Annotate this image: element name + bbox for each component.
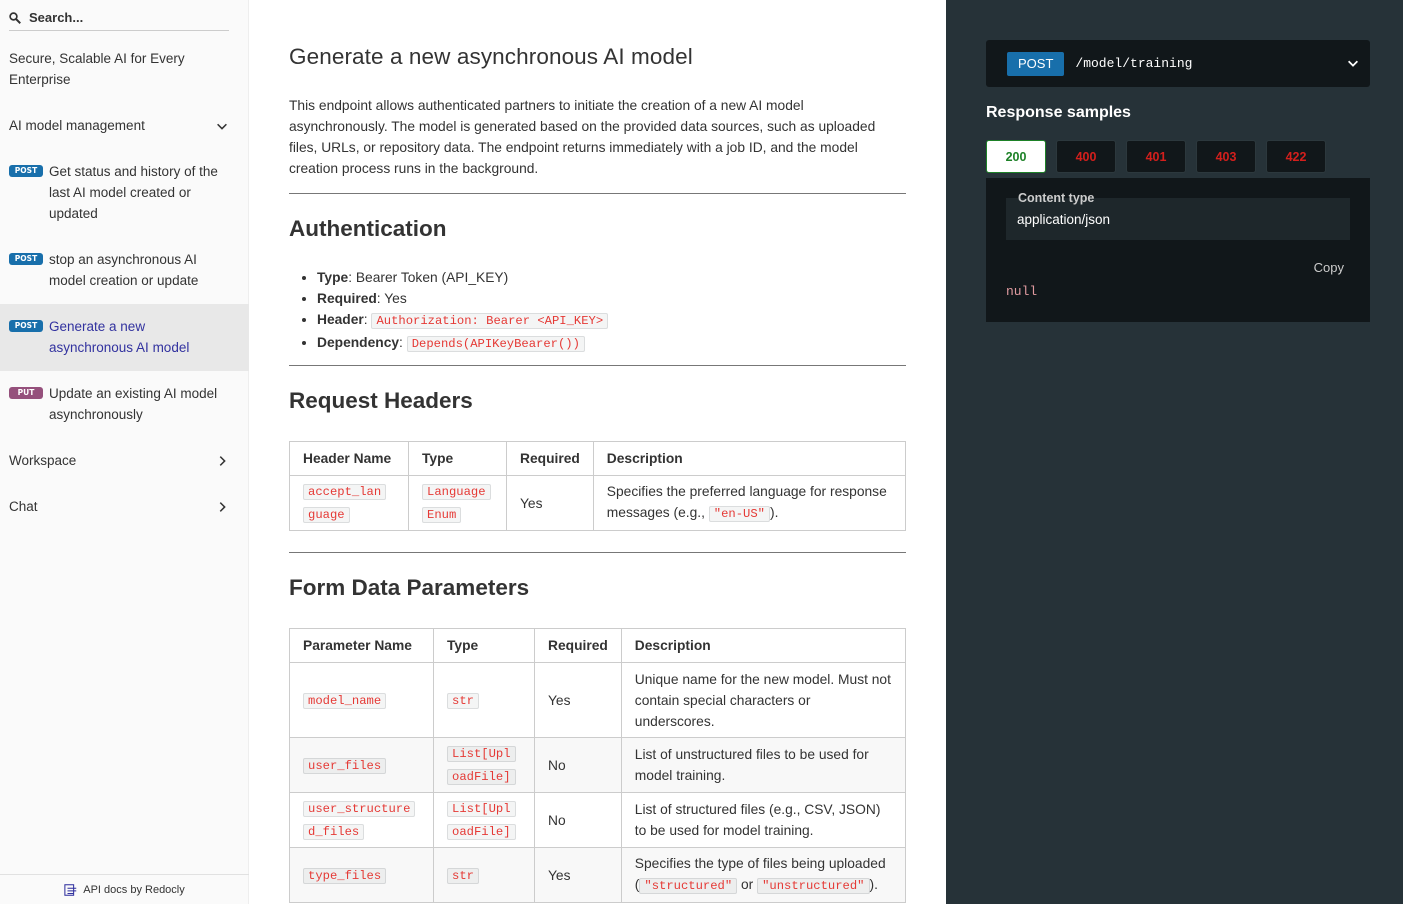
column-header: Type [434, 629, 535, 663]
chevron-right-icon [215, 500, 229, 514]
right-panel [946, 0, 1403, 904]
param-type-code: Enum [422, 507, 461, 523]
table-cell [434, 738, 535, 793]
column-header: Required [535, 629, 622, 663]
copy-button[interactable]: Copy [1313, 260, 1344, 275]
table-cell [290, 738, 434, 793]
sidebar-intro-label: Secure, Scalable AI for Every Enterprise [9, 51, 185, 87]
http-method-badge: POST [1007, 52, 1064, 76]
auth-dependency-label: Dependency [317, 335, 400, 350]
cell-code: "structured" [639, 878, 737, 894]
redocly-footer-link[interactable] [0, 874, 249, 904]
sidebar-group-ai-model-management[interactable] [0, 115, 249, 136]
column-header: Description [593, 442, 905, 476]
tab-response-401[interactable]: 401 [1126, 140, 1186, 173]
divider [289, 365, 906, 366]
search-icon [9, 12, 21, 24]
sidebar-item-update-model[interactable] [0, 383, 249, 425]
table-cell [290, 663, 434, 738]
column-header: Header Name [290, 442, 409, 476]
response-samples-title: Response samples [986, 104, 1131, 121]
table-cell [290, 793, 434, 848]
sidebar-item-label: Get status and history of the last AI model created or updated [49, 164, 218, 221]
auth-dependency-code: Depends(APIKeyBearer()) [407, 336, 585, 352]
sidebar-group-label: Chat [9, 499, 38, 514]
cell-text: ). [869, 877, 878, 892]
list-item: • Header: Authorization: Bearer <API_KEY> [317, 309, 608, 332]
table-cell [434, 793, 535, 848]
table-header-row [290, 442, 906, 476]
table-cell: List of unstructured files to be used for model training. [621, 738, 905, 793]
table-cell [621, 848, 905, 903]
table-cell [434, 848, 535, 903]
table-row [290, 738, 906, 793]
endpoint-toggle[interactable] [986, 40, 1370, 87]
list-item [317, 288, 608, 309]
list-item: • Dependency: Depends(APIKeyBearer()) [317, 332, 608, 355]
sidebar-group-label: Workspace [9, 453, 77, 468]
param-type-code: List[Upl [447, 801, 516, 817]
chevron-down-icon [1346, 56, 1360, 70]
tab-response-400[interactable]: 400 [1056, 140, 1116, 173]
param-name-code: type_files [303, 868, 386, 884]
search-input[interactable] [29, 10, 209, 25]
table-cell [593, 476, 905, 531]
tab-response-403[interactable]: 403 [1196, 140, 1256, 173]
table-cell [290, 476, 409, 531]
column-header: Description [621, 629, 905, 663]
sidebar-group-workspace[interactable] [0, 450, 249, 471]
content-type-label: Content type [1018, 191, 1095, 205]
param-type-code: str [447, 868, 479, 884]
tab-response-422[interactable]: 422 [1266, 140, 1326, 173]
content-type-select[interactable] [1006, 191, 1350, 240]
table-cell: Yes [535, 848, 622, 903]
param-name-code: model_name [303, 693, 386, 709]
auth-header-label: Header [317, 312, 364, 327]
form-data-table [289, 628, 906, 903]
chevron-right-icon [215, 454, 229, 468]
response-sample-panel [986, 178, 1370, 322]
auth-header-code: Authorization: Bearer <API_KEY> [371, 313, 608, 329]
cell-text: Specifies the type of files being uploaded ( [634, 856, 886, 892]
table-cell: List of structured files (e.g., CSV, JSON) to be used for model training. [621, 793, 905, 848]
param-name-code: user_files [303, 758, 386, 774]
operation-description: This endpoint allows authenticated partners to initiate the creation of a new AI model asynchronously. The model is generated based on the provided data sources, such as uploaded files, URLs, or repository data. The endpoint returns immediately with a job ID, and the model creation process runs in the background. [289, 98, 876, 176]
table-cell [290, 848, 434, 903]
sidebar-intro-link[interactable] [0, 48, 249, 90]
table-row [290, 848, 906, 903]
auth-required-label: Required [317, 291, 377, 306]
request-headers-heading: Request Headers [289, 388, 473, 413]
cell-code: "unstructured" [757, 878, 869, 894]
sidebar-item-stop-model[interactable] [0, 249, 249, 291]
table-row [290, 476, 906, 531]
divider [289, 193, 906, 194]
operation-title: Generate a new asynchronous AI model [289, 44, 693, 69]
auth-type-value: : Bearer Token (API_KEY) [348, 270, 509, 285]
sidebar-group-chat[interactable] [0, 496, 249, 517]
param-type-code: oadFile] [447, 769, 516, 785]
redocly-logo-icon [64, 883, 78, 897]
authentication-list [317, 267, 608, 355]
table-header-row [290, 629, 906, 663]
put-badge: PUT [9, 387, 43, 399]
content-type-value: application/json [1017, 212, 1111, 227]
authentication-heading: Authentication [289, 216, 447, 241]
param-name-code: guage [303, 507, 350, 523]
table-cell [409, 476, 507, 531]
table-row [290, 793, 906, 848]
main-content [249, 0, 946, 904]
param-type-code: List[Upl [447, 746, 516, 762]
param-type-code: Language [422, 484, 491, 500]
search-bar [9, 5, 229, 31]
sidebar-item-label: stop an asynchronous AI model creation or update [49, 252, 199, 288]
cell-text: or [737, 877, 758, 892]
list-item [317, 267, 608, 288]
sample-body: null [1006, 284, 1038, 299]
post-badge: POST [9, 165, 43, 177]
sidebar-item-label: Generate a new asynchronous AI model [49, 319, 190, 355]
table-cell [434, 663, 535, 738]
table-cell: Unique name for the new model. Must not contain special characters or underscores. [621, 663, 905, 738]
endpoint-path: /model/training [1075, 56, 1193, 71]
param-name-code: d_files [303, 824, 364, 840]
auth-type-label: Type [317, 270, 349, 285]
table-cell: Yes [507, 476, 594, 531]
param-name-code: accept_lan [303, 484, 386, 500]
table-cell: No [535, 793, 622, 848]
tab-response-200[interactable]: 200 [986, 140, 1046, 173]
param-name-code: user_structure [303, 801, 415, 817]
form-data-heading: Form Data Parameters [289, 575, 530, 600]
column-header: Parameter Name [290, 629, 434, 663]
column-header: Type [409, 442, 507, 476]
post-badge: POST [9, 253, 43, 265]
cell-code: "en-US" [709, 506, 770, 522]
column-header: Required [507, 442, 594, 476]
sidebar-item-label: Update an existing AI model asynchronously [49, 386, 218, 422]
sidebar-group-label: AI model management [9, 118, 145, 133]
table-cell: No [535, 738, 622, 793]
auth-required-value: : Yes [376, 291, 407, 306]
request-headers-table [289, 441, 906, 531]
post-badge: POST [9, 320, 43, 332]
sidebar-item-get-status[interactable] [0, 161, 249, 224]
param-type-code: str [447, 693, 479, 709]
sidebar-item-generate-model[interactable] [0, 304, 249, 371]
table-cell: Yes [535, 663, 622, 738]
param-type-code: oadFile] [447, 824, 516, 840]
sidebar [0, 0, 249, 904]
divider [289, 552, 906, 553]
table-row [290, 663, 906, 738]
cell-text: ). [770, 505, 779, 520]
chevron-down-icon [215, 119, 229, 133]
footer-label: API docs by Redocly [83, 883, 185, 896]
cell-text: Specifies the preferred language for response messages (e.g., [606, 484, 887, 520]
